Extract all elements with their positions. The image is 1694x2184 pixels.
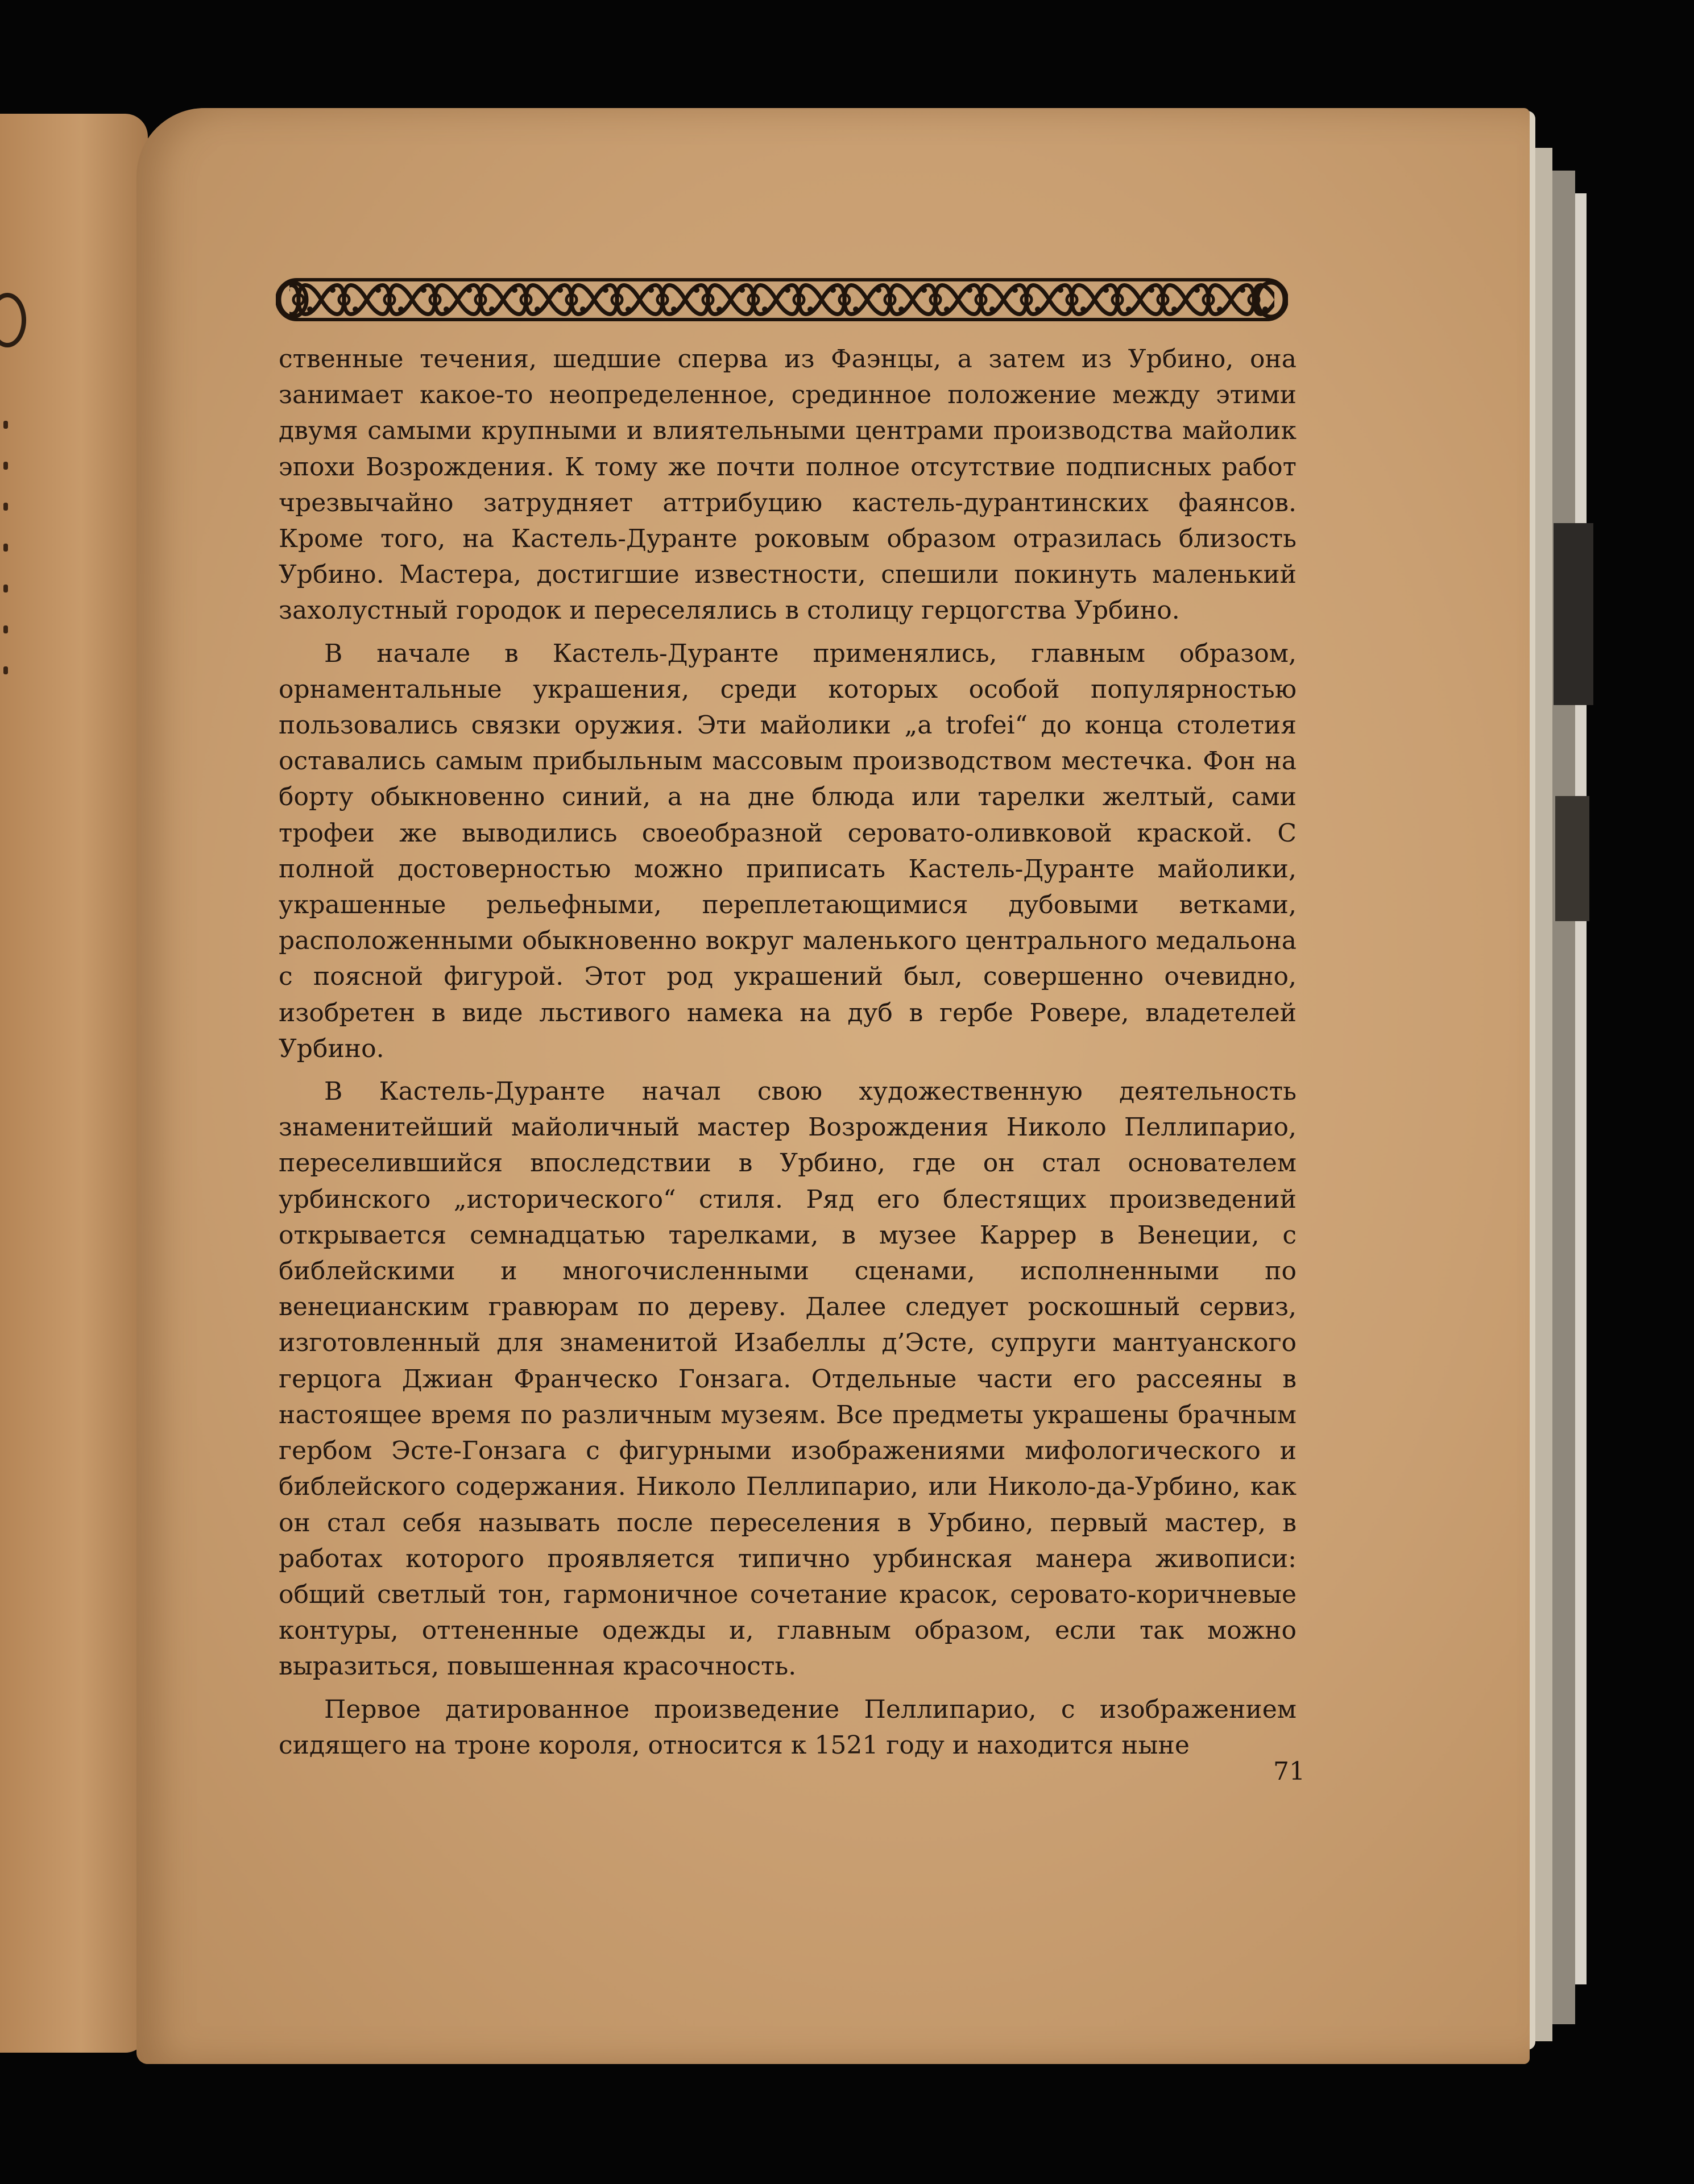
left-facing-page [0,114,148,2053]
page-edge-tab [1554,523,1593,705]
paragraph: Первое датированное произведение Пеллипарио, с изображением сидящего на троне короля, относится к 1521 году и находится ныне [279,1694,1297,1760]
left-page-text-edge [3,421,15,705]
page-number: 71 [1273,1757,1305,1786]
paragraph: В начале в Кастель-Дуранте применялись, главным образом, орнаментальные украшения, среди которых особой популярностью пользовались связки оружия. Эти майолики „a trofei“ до конца столетия оставались самым прибыльным массовым производством местечка. Фон на борту обыкновенно синий, а на дне блюда или тарелки желтый, сами трофеи же выводились своеобразной серовато-оливковой краской. С полной достоверностью можно приписать Кастель-Дуранте майолики, украшенные рельефными, переплетающимися дубовыми ветками, расположенными обыкновенно вокруг маленького центрального медальона с поясной фигурой. Этот род украшений был, совершенно очевидно, изобретен в виде льстивого намека на дуб в гербе Ровере, владетелей Урбино. [279,639,1297,1063]
paragraph: ственные течения, шедшие сперва из Фаэнцы, а затем из Урбино, она занимает какое-то неопределенное, срединное положение между этими двумя самыми крупными и влиятельными центрами производства майолик эпохи Возрождения. К тому же почти полное отсутствие подписных работ чрезвычайно затрудняет аттрибуцию кастель-дурантинских фаянсов. Кроме того, на Кастель-Дуранте роковым образом отразилась близость Урбино. Мастера, достигшие известности, спешили покинуть маленький захолустный городок и переселялись в столицу герцогства Урбино. [279,345,1297,625]
page-edge [1535,148,1552,2041]
ornamental-band-icon [276,277,1288,322]
body-text [279,341,1297,1770]
left-ornament-fragment-icon [0,293,26,347]
page-edge [1575,193,1587,1984]
page-edge-tab [1555,796,1589,921]
paragraph: В Кастель-Дуранте начал свою художественную деятельность знаменитейший майоличный мастер Возрождения Николо Пеллипарио, переселившийся впоследствии в Урбино, где он стал основателем урбинского „исторического“ стиля. Ряд его блестящих произведений открывается семнадцатью тарелками, в музее Каррер в Венеции, с библейскими и многочисленными сценами, исполненными по венецианским гравюрам по дереву. Далее следует роскошный сервиз, изготовленный для знаменитой Изабеллы д’Эсте, супруги мантуанского герцога Джиан Франческо Гонзага. Отдельные части его рассеяны в настоящее время по различным музеям. Все предметы украшены брачным гербом Эсте-Гонзага с фигурными изображениями мифологического и библейского содержания. Николо Пеллипарио, или Николо-да-Урбино, как он стал себя называть после переселения в Урбино, первый мастер, в работах которого проявляется типично урбинская манера живописи: общий светлый тон, гармоничное сочетание красок, серовато-коричневые контуры, оттененные одежды и, главным образом, если так можно выразиться, повышенная красочность. [279,1077,1297,1681]
page-edge [1552,171,1575,2024]
